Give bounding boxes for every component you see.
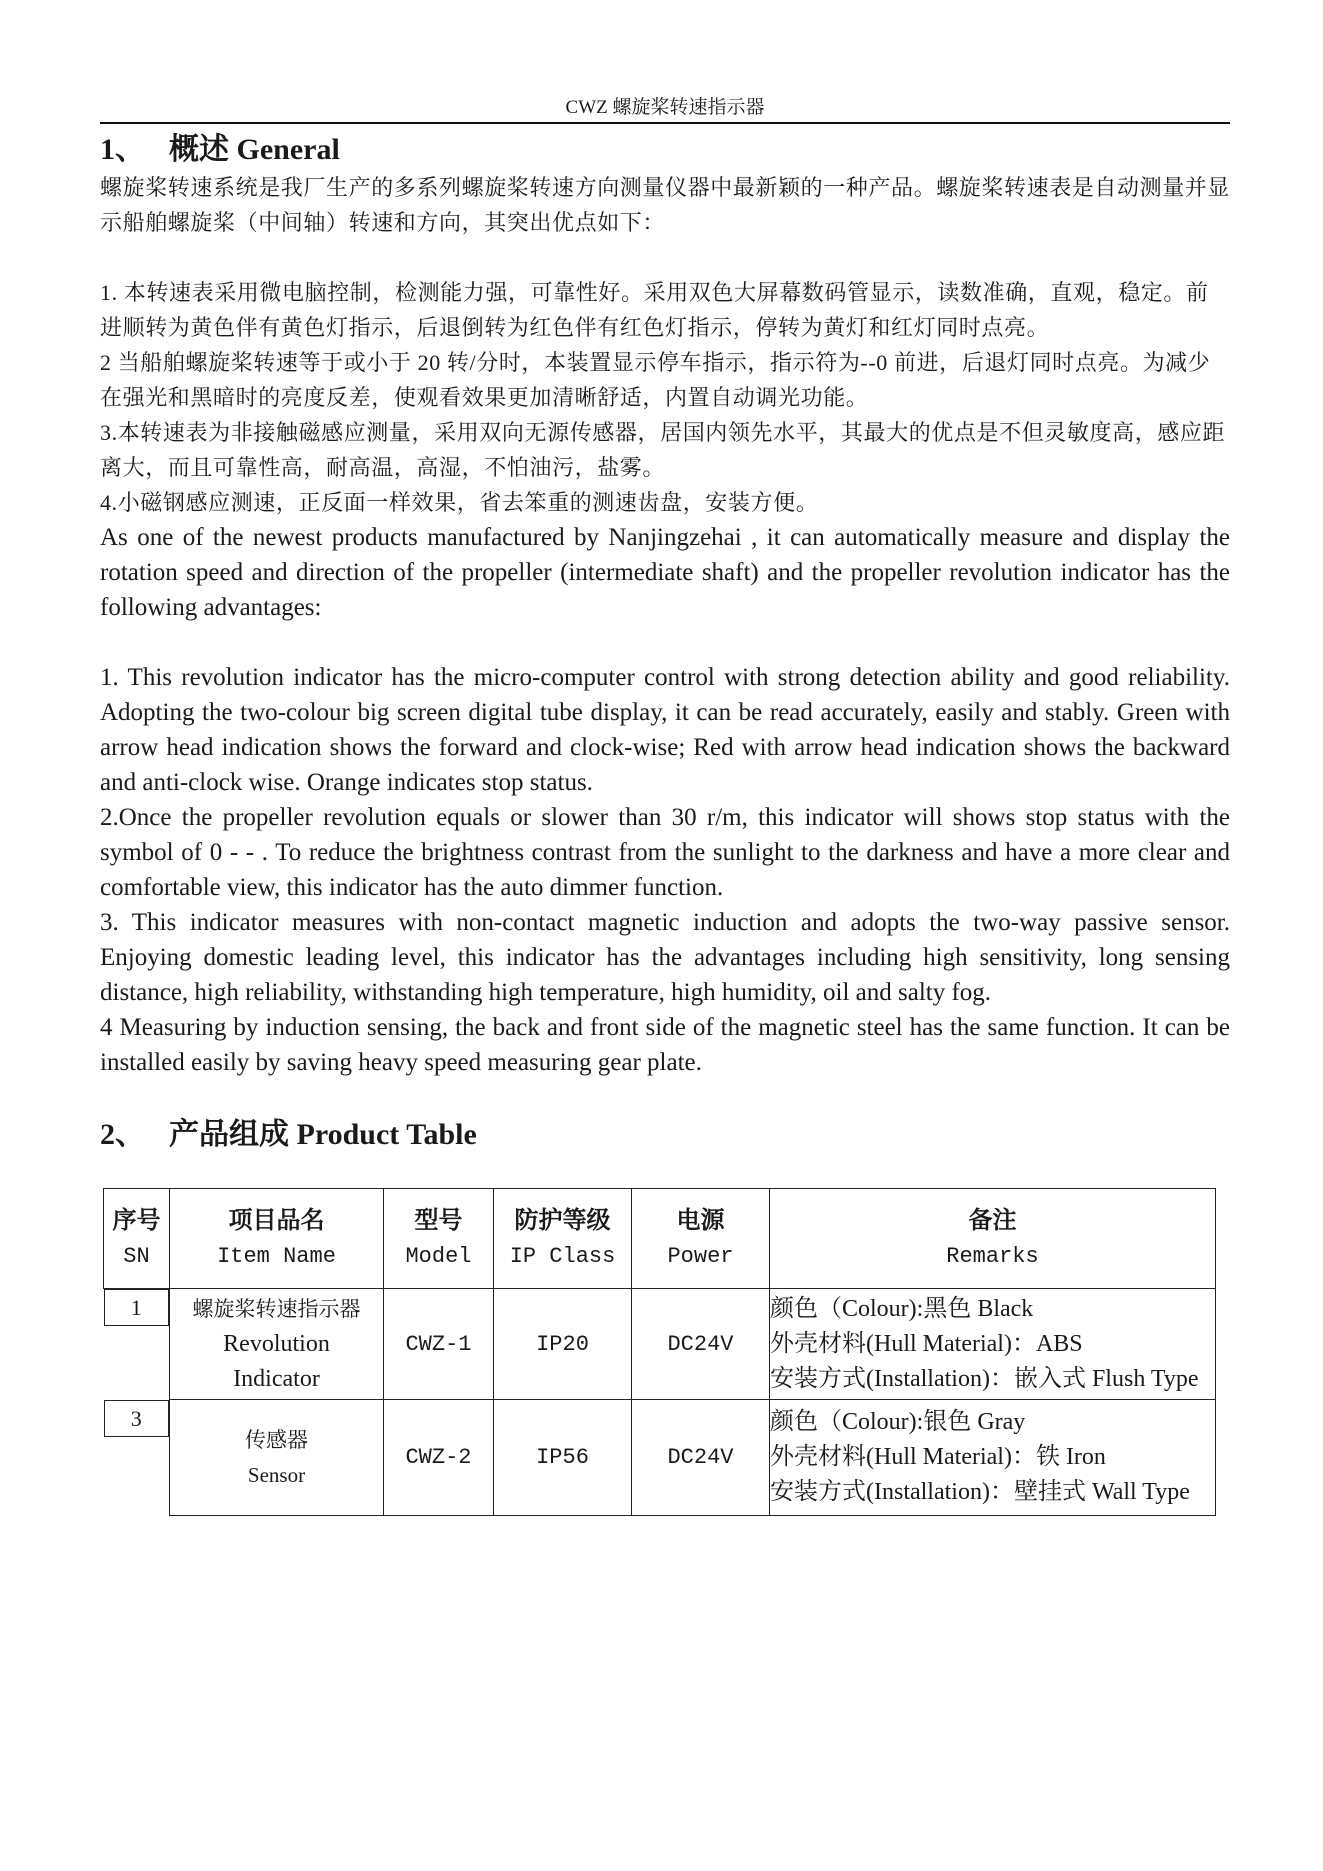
section1-intro-zh bbox=[100, 170, 1230, 240]
col-model-zh: 型号 bbox=[414, 1207, 463, 1234]
row2-name-zh: 传感器 bbox=[245, 1427, 308, 1452]
table-header-row bbox=[104, 1189, 1216, 1289]
point-zh-4: 4.小磁钢感应测速，正反面一样效果，省去笨重的测速齿盘，安装方便。 bbox=[100, 490, 819, 515]
section1-points-en bbox=[100, 660, 1230, 1080]
col-header-ip-class bbox=[494, 1189, 632, 1289]
section1-intro-en bbox=[100, 520, 1230, 625]
col-remarks-zh: 备注 bbox=[968, 1207, 1017, 1234]
col-remarks-en: Remarks bbox=[946, 1243, 1039, 1269]
col-sn-zh: 序号 bbox=[112, 1207, 161, 1234]
row1-name-zh: 螺旋桨转速指示器 bbox=[192, 1296, 361, 1321]
row2-item-name bbox=[170, 1400, 384, 1516]
col-item-zh: 项目品名 bbox=[228, 1207, 325, 1234]
section1-heading bbox=[100, 132, 340, 168]
section2-heading bbox=[100, 1117, 477, 1153]
section2-number: 2、 bbox=[100, 1118, 145, 1151]
col-header-model bbox=[384, 1189, 494, 1289]
row1-name-en-1: Revolution bbox=[223, 1330, 330, 1357]
table-row bbox=[104, 1400, 1216, 1516]
col-sn-en: SN bbox=[123, 1243, 150, 1269]
row1-ip: IP20 bbox=[494, 1289, 632, 1400]
col-model-en: Model bbox=[405, 1243, 472, 1269]
col-header-power bbox=[632, 1189, 770, 1289]
col-header-sn bbox=[104, 1189, 170, 1289]
section1-title: 概述 General bbox=[169, 133, 340, 166]
row2-remark-material: 外壳材料(Hull Material)：铁 Iron bbox=[770, 1444, 1106, 1470]
row1-remark-colour: 颜色（Colour):黑色 Black bbox=[770, 1295, 1034, 1322]
point-en-1: 1. This revolution indicator has the micro-computer control with strong detection ability and good reliability. Adopting the two-colour big screen digital tube display, it can be read accurately, easily and stably. Green with arrow head indication shows the forward and clock-wise; Red with arrow head indication shows the backward and anti-clock wise. Orange indicates stop status. bbox=[100, 664, 1230, 796]
col-ip-zh: 防护等级 bbox=[514, 1207, 611, 1234]
point-zh-3: 3.本转速表为非接触磁感应测量，采用双向无源传感器，居国内领先水平，其最大的优点是不但灵敏度高，感应距离大，而且可靠性高，耐高温，高湿，不怕油污，盐雾。 bbox=[100, 420, 1226, 480]
row1-power: DC24V bbox=[632, 1289, 770, 1400]
section2-title: 产品组成 Product Table bbox=[169, 1118, 477, 1151]
col-header-remarks bbox=[770, 1189, 1216, 1289]
row2-power: DC24V bbox=[632, 1400, 770, 1516]
page-header: CWZ 螺旋桨转速指示器 bbox=[565, 97, 765, 118]
table-row bbox=[104, 1289, 1216, 1400]
row2-sn: 3 bbox=[104, 1400, 170, 1437]
section1-number: 1、 bbox=[100, 133, 145, 166]
intro-en-text: As one of the newest products manufactured by Nanjingzehai , it can automatically measure and display the rotation speed and direction of the propeller (intermediate shaft) and the propeller revolution indicator has the following advantages: bbox=[100, 524, 1230, 621]
col-power-zh: 电源 bbox=[676, 1207, 725, 1234]
product-table bbox=[103, 1188, 1216, 1516]
row2-ip: IP56 bbox=[494, 1400, 632, 1516]
section1-points-zh bbox=[100, 275, 1230, 520]
col-power-en: Power bbox=[667, 1243, 734, 1269]
row1-model: CWZ-1 bbox=[384, 1289, 494, 1400]
col-ip-en: IP Class bbox=[509, 1243, 616, 1269]
intro-zh-text: 螺旋桨转速系统是我厂生产的多系列螺旋桨转速方向测量仪器中最新颖的一种产品。螺旋桨转速表是自动测量并显示船舶螺旋桨（中间轴）转速和方向，其突出优点如下： bbox=[100, 175, 1231, 235]
point-en-4: 4 Measuring by induction sensing, the back and front side of the magnetic steel has the same function. It can be installed easily by saving heavy speed measuring gear plate. bbox=[100, 1014, 1230, 1076]
row1-name-en-2: Indicator bbox=[233, 1365, 320, 1392]
row2-remark-installation: 安装方式(Installation)：壁挂式 Wall Type bbox=[770, 1479, 1190, 1505]
row2-remarks bbox=[770, 1400, 1216, 1516]
point-en-3: 3. This indicator measures with non-contact magnetic induction and adopts the two-way passive sensor. Enjoying domestic leading level, this indicator has the advantages including high sensitivity, long sensing distance, high reliability, withstanding high temperature, high humidity, oil and salty fog. bbox=[100, 909, 1230, 1006]
row1-remark-installation: 安装方式(Installation)：嵌入式 Flush Type bbox=[770, 1365, 1199, 1392]
row1-remark-material: 外壳材料(Hull Material)：ABS bbox=[770, 1330, 1083, 1357]
point-zh-2: 2 当船舶螺旋桨转速等于或小于 20 转/分时，本装置显示停车指示，指示符为--0 前进，后退灯同时点亮。为减少在强光和黑暗时的亮度反差，使观看效果更加清晰舒适，内置自动调光功能。 bbox=[100, 350, 1211, 410]
col-header-item-name bbox=[170, 1189, 384, 1289]
row1-sn: 1 bbox=[104, 1289, 170, 1326]
point-en-2: 2.Once the propeller revolution equals or slower than 30 r/m, this indicator will shows stop status with the symbol of 0 - - . To reduce the brightness contrast from the sunlight to the darkness and have a more clear and comfortable view, this indicator has the auto dimmer function. bbox=[100, 804, 1230, 901]
row1-item-name bbox=[170, 1289, 384, 1400]
row2-remark-colour: 颜色（Colour):银色 Gray bbox=[770, 1409, 1026, 1435]
point-zh-1: 1. 本转速表采用微电脑控制，检测能力强，可靠性好。采用双色大屏幕数码管显示，读数准确，直观，稳定。前进顺转为黄色伴有黄色灯指示，后退倒转为红色伴有红色灯指示，停转为黄灯和红灯同时点亮。 bbox=[100, 280, 1209, 340]
col-item-en: Item Name bbox=[217, 1243, 336, 1269]
row1-remarks bbox=[770, 1289, 1216, 1400]
row2-model: CWZ-2 bbox=[384, 1400, 494, 1516]
header-rule bbox=[100, 122, 1230, 124]
row2-name-en: Sensor bbox=[247, 1462, 306, 1487]
